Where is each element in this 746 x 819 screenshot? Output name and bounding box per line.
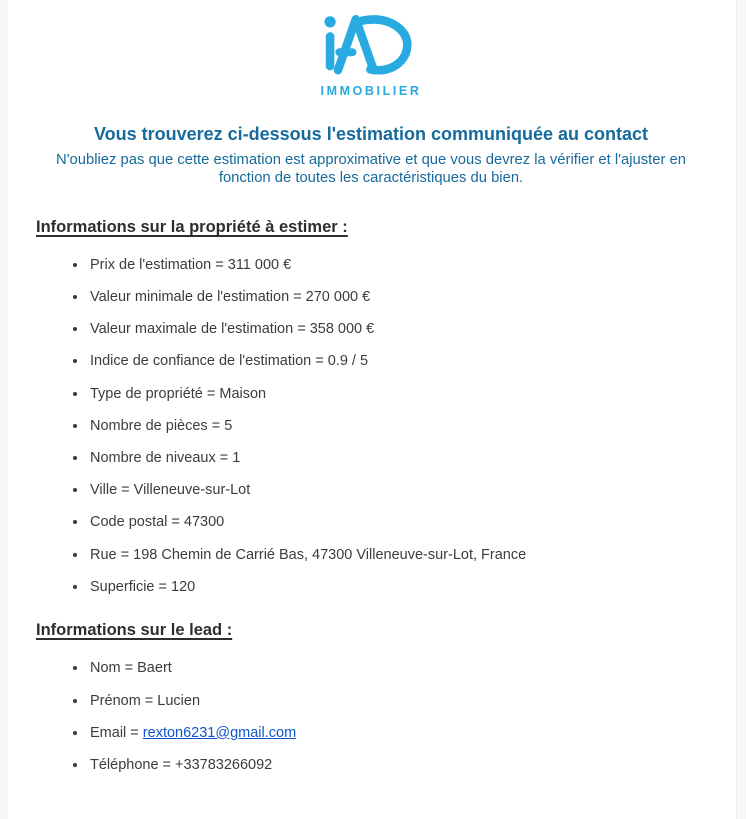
list-item-levels: • Nombre de niveaux = 1 — [88, 450, 706, 467]
list-item-lastname: • Nom = Baert — [88, 660, 706, 677]
estimation-disclaimer: N'oubliez pas que cette estimation est approximative et que vous devrez la vérifier et l'ajuster en fonction de toutes les caractéristiques du bien. — [56, 152, 686, 187]
property-info-list — [36, 257, 706, 595]
logo-block — [36, 12, 706, 98]
list-item-city: • Ville = Villeneuve-sur-Lot — [88, 482, 706, 499]
list-item-email — [88, 725, 706, 742]
email-body — [8, 0, 737, 819]
email-link[interactable]: rexton6231@gmail.com — [142, 724, 297, 741]
list-item-min-value: • Valeur minimale de l'estimation = 270 000 € — [88, 289, 706, 306]
email-label: Email = — [90, 724, 143, 741]
immobilier-wordmark: IMMOBILIER — [320, 84, 422, 98]
iad-logo-icon — [321, 12, 421, 78]
lead-info-list — [36, 660, 706, 773]
list-item-rooms: • Nombre de pièces = 5 — [88, 418, 706, 435]
estimation-title: Vous trouverez ci-dessous l'estimation communiquée au contact — [93, 124, 649, 144]
list-item-postal-code: • Code postal = 47300 — [88, 514, 706, 531]
list-item-street: • Rue = 198 Chemin de Carrié Bas, 47300 Villeneuve-sur-Lot, France — [88, 547, 706, 564]
list-item-confidence: • Indice de confiance de l'estimation = 0.9 / 5 — [88, 353, 706, 370]
list-item-firstname: • Prénom = Lucien — [88, 693, 706, 710]
list-item-price: • Prix de l'estimation = 311 000 € — [88, 257, 706, 274]
list-item-surface: • Superficie = 120 — [88, 579, 706, 596]
list-item-phone: • Téléphone = +33783266092 — [88, 757, 706, 774]
property-section-heading: Informations sur la propriété à estimer : — [36, 217, 348, 236]
list-item-property-type: • Type de propriété = Maison — [88, 386, 706, 403]
list-item-max-value: • Valeur maximale de l'estimation = 358 000 € — [88, 321, 706, 338]
lead-section-heading: Informations sur le lead : — [36, 621, 233, 640]
